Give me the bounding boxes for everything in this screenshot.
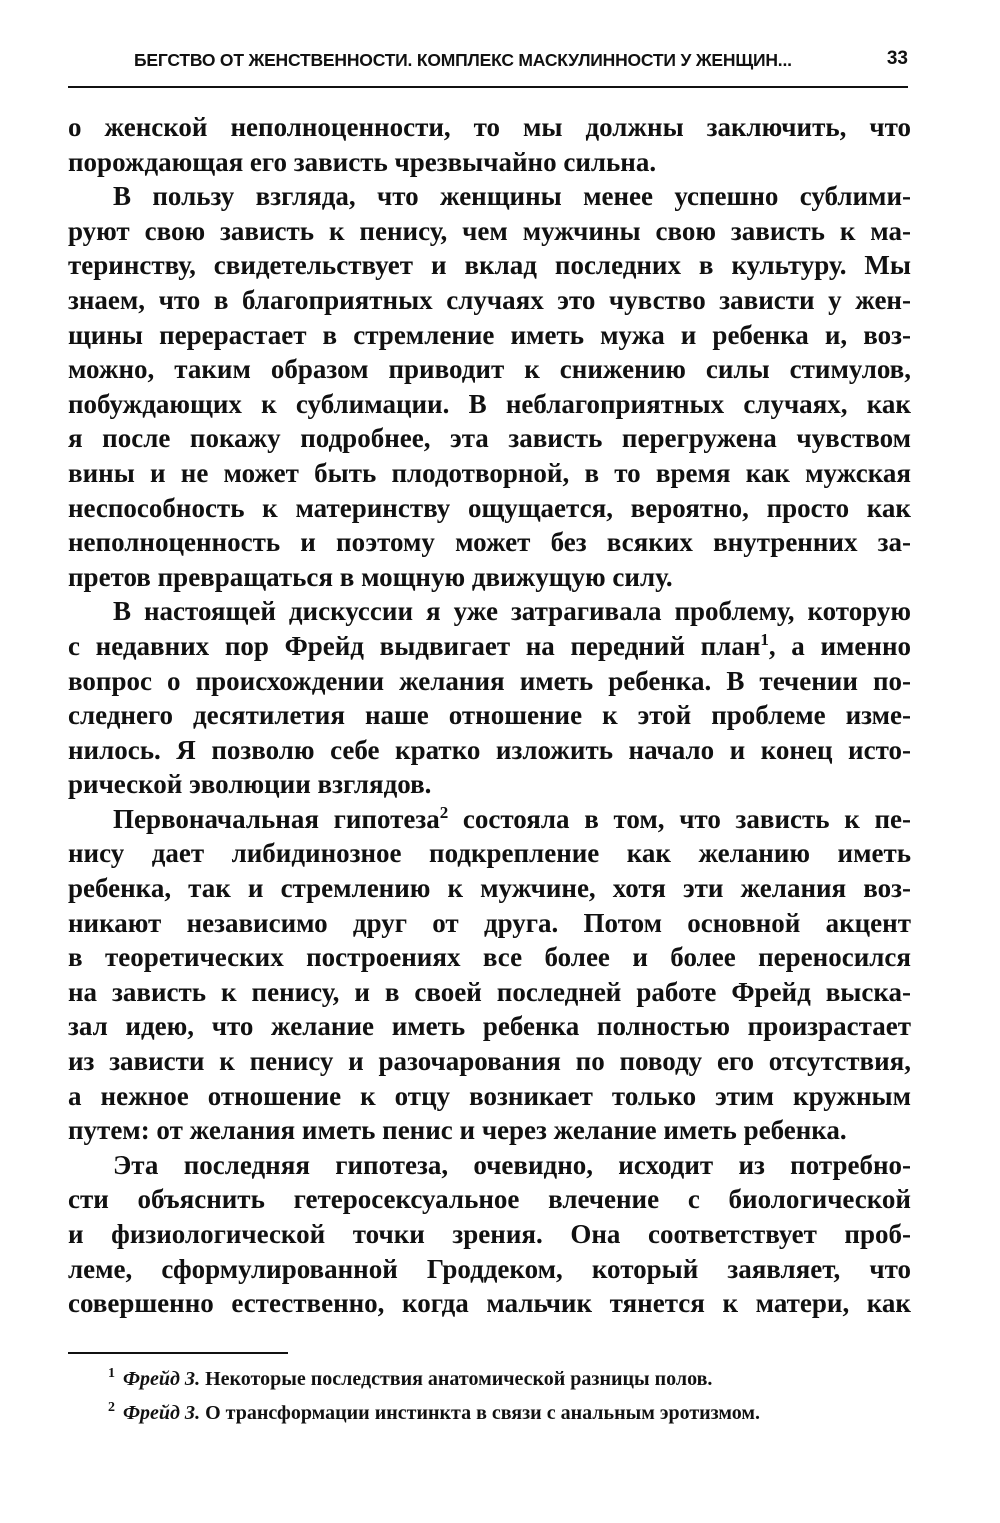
text-line: из зависти к пенису и разочарования по поводу его отсутствия, — [68, 1046, 911, 1077]
text-line: претов превращаться в мощную движущую силу. — [68, 561, 673, 592]
footnote-text: Некоторые последствия анатомической разницы полов. — [200, 1368, 713, 1390]
text-line: я после покажу подробнее, эта зависть перегружена чувством — [68, 423, 911, 454]
text-line — [68, 629, 911, 664]
running-title: БЕГСТВО ОТ ЖЕНСТВЕННОСТИ. КОМПЛЕКС МАСКУЛИННОСТИ У ЖЕНЩИН... — [134, 50, 792, 70]
text-line: можно, таким образом приводит к снижению силы стимулов, — [68, 354, 911, 385]
text-fragment: , а именно — [768, 630, 911, 661]
text-line: леме, сформулированной Гроддеком, который заявляет, что — [68, 1253, 911, 1284]
text-line: вопрос о происхождении желания иметь ребенка. В течении по- — [68, 665, 911, 696]
footnote-number: 1 — [108, 1366, 115, 1382]
text-fragment: с недавних пор Фрейд выдвигает на передний план — [68, 630, 761, 661]
text-line: о женской неполноценности, то мы должны заключить, что — [68, 112, 911, 142]
text-line: рической эволюции взглядов. — [68, 769, 432, 800]
footnote-author: Фрейд З. — [123, 1402, 201, 1424]
text-line: следнего десятилетия наше отношение к этой проблеме изме- — [68, 700, 911, 731]
paragraph-2 — [68, 179, 911, 594]
paragraph-5 — [68, 1148, 911, 1321]
text-line: В настоящей дискуссии я уже затрагивала проблему, которую — [113, 596, 911, 627]
footnote-ref-2[interactable]: 2 — [439, 802, 449, 822]
text-line: щины перерастает в стремление иметь мужа и ребенка и, воз- — [68, 319, 911, 350]
text-line: Эта последняя гипотеза, очевидно, исходит из потребно- — [113, 1149, 911, 1180]
text-line: зал идею, что желание иметь ребенка полностью произрастает — [68, 1011, 911, 1042]
text-fragment: Первоначальная гипотеза — [113, 803, 440, 834]
footnote-2 — [108, 1396, 908, 1430]
text-line: совершенно естественно, когда мальчик тянется к матери, как — [68, 1288, 911, 1319]
running-header — [68, 46, 908, 80]
text-line: порождающая его зависть чрезвычайно сильна. — [68, 146, 657, 177]
footnote-ref-1[interactable]: 1 — [760, 629, 769, 649]
body-text — [68, 110, 911, 1321]
text-line: побуждающих к сублимации. В неблагоприятных случаях, как — [68, 388, 911, 419]
text-line: теринству, свидетельствует и вклад последних в культуру. Мы — [68, 250, 911, 281]
text-line: а нежное отношение к отцу возникает только этим кружным — [68, 1080, 911, 1111]
text-line: в теоретических построениях все более и более переносился — [68, 942, 911, 973]
text-line: и физиологической точки зрения. Она соответствует проб- — [68, 1219, 911, 1249]
paragraph-4 — [68, 802, 911, 1148]
text-line: нилось. Я позволю себе кратко изложить начало и конец исто- — [68, 734, 911, 765]
text-line: знаем, что в благоприятных случаях это чувство зависти у жен- — [68, 284, 911, 315]
footnote-rule — [68, 1352, 288, 1354]
text-line: вины и не может быть плодотворной, в то время как мужская — [68, 457, 911, 488]
page-number: 33 — [886, 48, 908, 69]
text-line — [68, 802, 911, 837]
header-rule — [68, 86, 908, 88]
text-line: на зависть к пенису, и в своей последней работе Фрейд выска- — [68, 976, 911, 1007]
text-fragment: состояла в том, что зависть к пе- — [448, 803, 911, 834]
text-line: ребенка, так и стремлению к мужчине, хотя эти желания воз- — [68, 873, 911, 904]
footnote-text: О трансформации инстинкта в связи с анальным эротизмом. — [200, 1402, 761, 1424]
text-line: руют свою зависть к пенису, чем мужчины свою зависть к ма- — [68, 215, 911, 246]
text-line: путем: от желания иметь пенис и через желание иметь ребенка. — [68, 1115, 847, 1146]
footnotes — [108, 1362, 908, 1430]
text-line: нису дает либидинозное подкрепление как желанию иметь — [68, 838, 911, 869]
text-line: сти объяснить гетеросексуальное влечение с биологической — [68, 1184, 911, 1215]
paragraph-1 — [68, 110, 911, 179]
text-line: неспособность к материнству ощущается, вероятно, просто как — [68, 492, 911, 523]
text-line: В пользу взгляда, что женщины менее успешно сублими- — [113, 181, 911, 212]
text-line: неполноценность и поэтому может без всяких внутренних за- — [68, 527, 911, 558]
text-line: никают независимо друг от друга. Потом основной акцент — [68, 907, 911, 938]
footnote-number: 2 — [108, 1400, 115, 1416]
footnote-1 — [108, 1362, 908, 1396]
footnote-author: Фрейд З. — [123, 1368, 201, 1390]
paragraph-3 — [68, 594, 911, 802]
